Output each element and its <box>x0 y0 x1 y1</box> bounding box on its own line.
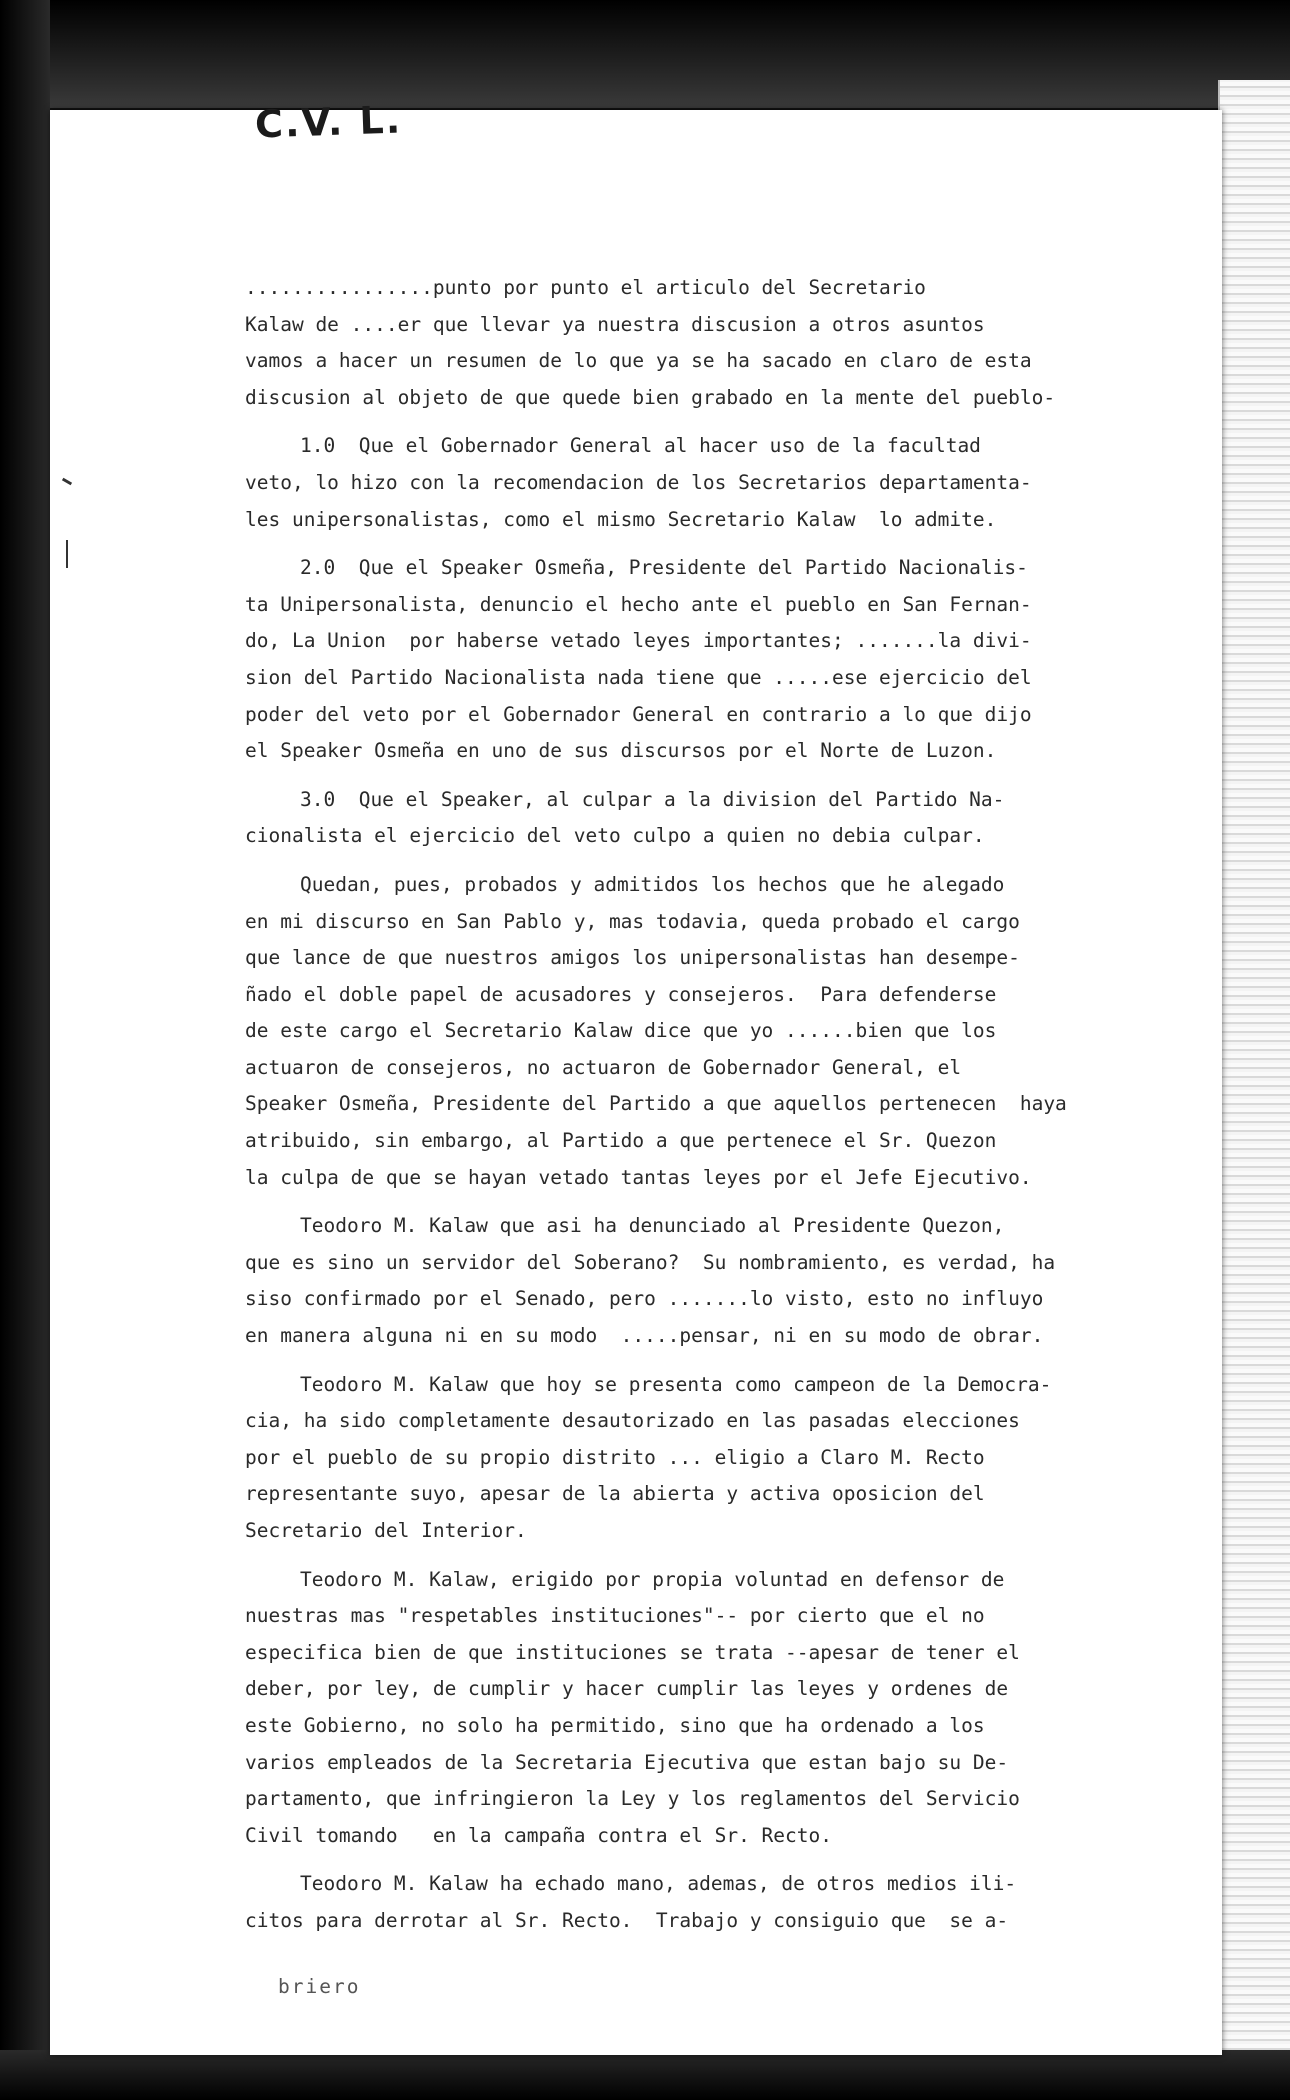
text-line: do, La Union por haberse vetado leyes importantes; .......la divi- <box>245 629 1032 653</box>
text-line: partamento, que infringieron la Ley y los reglamentos del Servicio <box>245 1787 1020 1811</box>
text-line: ñado el doble papel de acusadores y consejeros. Para defenderse <box>245 982 997 1006</box>
text-line: cia, ha sido completamente desautorizado en las pasadas elecciones <box>245 1409 1020 1433</box>
text-line: nuestras mas "respetables instituciones"-- por cierto que el no <box>245 1604 985 1628</box>
page-footer-fragment: briero <box>278 1975 361 1998</box>
text-line: citos para derrotar al Sr. Recto. Trabajo y consiguio que se a- <box>245 1908 1009 1932</box>
text-line: Kalaw de ....er que llevar ya nuestra discusion a otros asuntos <box>245 312 985 336</box>
paragraph <box>245 428 1145 538</box>
text-line: 2.0 Que el Speaker Osmeña, Presidente del Partido Nacionalis- <box>300 556 1028 580</box>
paragraph <box>245 1562 1145 1855</box>
paragraph <box>245 550 1145 770</box>
text-line: cionalista el ejercicio del veto culpo a quien no debia culpar. <box>245 824 985 848</box>
scan-bottom-border <box>0 2050 1290 2100</box>
document-body <box>245 270 1145 1952</box>
text-line: Teodoro M. Kalaw que asi ha denunciado al Presidente Quezon, <box>300 1214 1005 1238</box>
text-line: deber, por ley, de cumplir y hacer cumplir las leyes y ordenes de <box>245 1677 1009 1701</box>
text-line: el Speaker Osmeña en uno de sus discursos por el Norte de Luzon. <box>245 739 997 763</box>
text-line: veto, lo hizo con la recomendacion de los Secretarios departamenta- <box>245 470 1032 494</box>
text-line: este Gobierno, no solo ha permitido, sino que ha ordenado a los <box>245 1713 985 1737</box>
scan-top-border <box>0 0 1290 108</box>
text-line: Teodoro M. Kalaw, erigido por propia voluntad en defensor de <box>300 1567 1005 1591</box>
text-line: por el pueblo de su propio distrito ... eligio a Claro M. Recto <box>245 1445 985 1469</box>
text-line: representante suyo, apesar de la abierta y activa oposicion del <box>245 1482 985 1506</box>
text-line: 1.0 Que el Gobernador General al hacer uso de la facultad <box>300 434 981 458</box>
text-line: que lance de que nuestros amigos los unipersonalistas han desempe- <box>245 946 1020 970</box>
paragraph <box>245 1866 1145 1939</box>
text-line: Quedan, pues, probados y admitidos los hechos que he alegado <box>300 872 1005 896</box>
text-line: vamos a hacer un resumen de lo que ya se ha sacado en claro de esta <box>245 349 1032 373</box>
text-line: ta Unipersonalista, denuncio el hecho ante el pueblo en San Fernan- <box>245 592 1032 616</box>
text-line: de este cargo el Secretario Kalaw dice que yo ......bien que los <box>245 1019 997 1043</box>
paragraph <box>245 867 1145 1196</box>
text-line: varios empleados de la Secretaria Ejecutiva que estan bajo su De- <box>245 1750 1009 1774</box>
text-line: Teodoro M. Kalaw ha echado mano, ademas, de otros medios ili- <box>300 1872 1017 1896</box>
text-line: Secretario del Interior. <box>245 1519 527 1542</box>
scan-right-edge <box>1218 80 1290 2080</box>
paragraph <box>245 1208 1145 1354</box>
text-line: actuaron de consejeros, no actuaron de Gobernador General, el <box>245 1055 962 1079</box>
paragraph <box>245 270 1145 416</box>
text-line: Civil tomando en la campaña contra el Sr. Recto. <box>245 1823 832 1847</box>
text-line: Teodoro M. Kalaw que hoy se presenta como campeon de la Democra- <box>300 1372 1052 1396</box>
text-line: ................punto por punto el articulo del Secretario <box>245 276 926 299</box>
text-line: discusion al objeto de que quede bien grabado en la mente del pueblo- <box>245 385 1056 409</box>
text-line: atribuido, sin embargo, al Partido a que pertenece el Sr. Quezon <box>245 1129 997 1153</box>
text-line: siso confirmado por el Senado, pero .......lo visto, esto no influyo <box>245 1287 1044 1311</box>
paragraph <box>245 1367 1145 1550</box>
margin-mark <box>66 540 68 568</box>
text-line: Speaker Osmeña, Presidente del Partido a que aquellos pertenecen haya <box>245 1092 1067 1116</box>
scan-left-border <box>0 0 50 2100</box>
text-line: poder del veto por el Gobernador General en contrario a lo que dijo <box>245 702 1032 726</box>
text-line: en manera alguna ni en su modo .....pensar, ni en su modo de obrar. <box>245 1324 1044 1348</box>
paragraph <box>245 782 1145 855</box>
text-line: sion del Partido Nacionalista nada tiene que .....ese ejercicio del <box>245 665 1032 689</box>
text-line: la culpa de que se hayan vetado tantas leyes por el Jefe Ejecutivo. <box>245 1165 1032 1189</box>
text-line: en mi discurso en San Pablo y, mas todavia, queda probado el cargo <box>245 909 1020 933</box>
text-line: 3.0 Que el Speaker, al culpar a la division del Partido Na- <box>300 787 1005 811</box>
text-line: que es sino un servidor del Soberano? Su nombramiento, es verdad, ha <box>245 1250 1056 1274</box>
handwritten-header: C.V. L. <box>254 97 403 147</box>
text-line: especifica bien de que instituciones se trata --apesar de tener el <box>245 1640 1020 1664</box>
text-line: les unipersonalistas, como el mismo Secretario Kalaw lo admite. <box>245 507 997 531</box>
